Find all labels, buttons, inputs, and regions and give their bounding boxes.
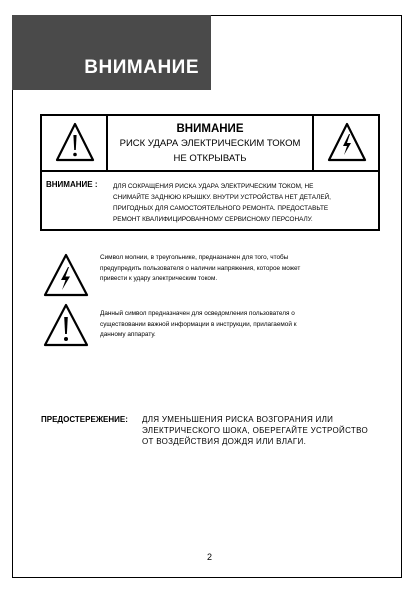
warning-heading: [108, 116, 312, 170]
warning-icon-cell-left: [42, 116, 108, 170]
page-title: ВНИМАНИЕ: [84, 57, 199, 78]
caution-label: ПРЕДОСТЕРЕЖЕНИЕ:: [41, 415, 128, 424]
lightning-triangle-icon: [327, 122, 367, 162]
warning-header: [42, 116, 378, 172]
header-band: [12, 15, 211, 90]
warning-title: ВНИМАНИЕ: [176, 123, 244, 135]
symbol-description-exclamation: Данный символ предназначен для осведомления пользователя о существовании важной информации в инструкции, прилагаемой к данному аппарату.: [100, 310, 297, 338]
exclamation-triangle-icon: [43, 303, 89, 347]
warning-label: ВНИМАНИЕ :: [46, 180, 98, 189]
exclamation-triangle-icon: [55, 122, 95, 162]
symbol-description-lightning: Символ молнии, в треугольнике, предназначен для того, чтобы предупредить пользователя о наличии напряжения, которое может привести к удару электрическим током.: [100, 254, 301, 282]
caution-text: ДЛЯ УМЕНЬШЕНИЯ РИСКА ВОЗГОРАНИЯ ИЛИ ЭЛЕКТРИЧЕСКОГО ШОКА, ОБЕРЕГАЙТЕ УСТРОЙСТВО ОТ ВОЗДЕЙСТВИЯ ДОЖДЯ ИЛИ ВЛАГИ.: [142, 415, 368, 446]
warning-subtitle-2: НЕ ОТКРЫВАТЬ: [173, 153, 247, 164]
warning-icon-cell-right: [312, 116, 378, 170]
page-number: 2: [206, 552, 212, 562]
lightning-triangle-icon: [43, 253, 89, 297]
warning-subtitle-1: РИСК УДАРА ЭЛЕКТРИЧЕСКИМ ТОКОМ: [119, 138, 301, 149]
warning-text: ДЛЯ СОКРАЩЕНИЯ РИСКА УДАРА ЭЛЕКТРИЧЕСКИМ ТОКОМ, НЕ СНИМАЙТЕ ЗАДНЮЮ КРЫШКУ. ВНУТРИ УСТРОЙСТВА НЕТ ДЕТАЛЕЙ, ПРИГОДНЫХ ДЛЯ САМОСТОЯТЕЛЬНОГО РЕМОНТА. ПРЕДОСТАВЬТЕ РЕМОНТ КВАЛИФИЦИРОВАННОМУ СЕРВИСНОМУ ПЕРСОНАЛУ.: [113, 183, 331, 223]
warning-box: [40, 114, 380, 231]
